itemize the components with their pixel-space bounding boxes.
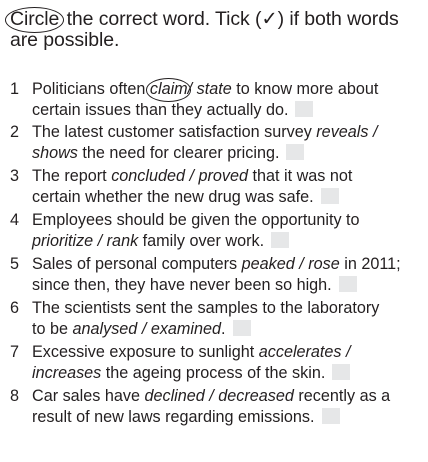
list-item [10,122,422,163]
option[interactable]: examined [150,319,222,338]
list-item [10,166,422,207]
item-line: Sales of personal computers peaked / rose in 2011; [32,255,401,273]
instruction-text [10,9,420,51]
tick-box[interactable] [233,320,251,336]
option[interactable]: decreased [218,387,294,405]
tick-box[interactable] [286,144,304,160]
option[interactable]: analysed [72,319,138,338]
list-item [10,210,422,251]
item-number: 4 [10,211,20,229]
tick-box[interactable] [332,364,350,380]
exercise-list [10,79,422,427]
option[interactable]: declined [144,387,205,405]
option[interactable]: accelerates [258,343,342,361]
item-line: shows the need for clearer pricing. [32,143,422,164]
option[interactable]: peaked [241,255,295,273]
tick-box[interactable] [321,188,339,204]
item-line: Car sales have declined / decreased recently as a [32,387,391,405]
item-number: 3 [10,167,20,185]
option[interactable]: rank [106,231,139,250]
option[interactable]: shows [32,143,78,162]
item-number: 6 [10,299,20,317]
item-line: certain whether the new drug was safe. [32,187,422,208]
item-number: 2 [10,123,20,141]
instruction-line1: the correct word. Tick (✓) if both words [61,8,399,30]
option[interactable]: concluded [111,167,185,185]
item-line: increases the ageing process of the skin. [32,363,422,384]
tick-box[interactable] [271,232,289,248]
item-line: The report concluded / proved that it was not [32,167,353,185]
option[interactable]: rose [308,255,340,273]
option[interactable]: reveals [316,123,369,141]
instruction-line2: are possible. [10,29,120,51]
circle-word: Circle [10,8,60,30]
option-circled[interactable]: claim [149,80,188,98]
item-number: 1 [10,80,20,98]
list-item [10,254,422,295]
item-line: certain issues than they actually do. [32,100,422,121]
item-line: Employees should be given the opportunity to [32,211,360,229]
list-item [10,386,422,427]
item-line: since then, they have never been so high. [32,275,422,296]
tick-box[interactable] [295,101,313,117]
list-item [10,342,422,383]
item-line: result of new laws regarding emissions. [32,407,422,428]
option[interactable]: prioritize [32,231,94,250]
option[interactable]: proved [198,167,248,185]
list-item [10,79,422,120]
tick-box[interactable] [339,276,357,292]
item-line: Politicians often claim/ state to know more about [32,80,379,98]
item-line: The scientists sent the samples to the laboratory [32,299,380,317]
item-line: Excessive exposure to sunlight accelerates / [32,343,351,361]
item-line: to be analysed / examined. [32,319,422,340]
list-item [10,298,422,339]
item-number: 5 [10,255,20,273]
option[interactable]: increases [32,363,102,382]
option[interactable]: state [196,80,232,98]
item-number: 7 [10,343,20,361]
item-number: 8 [10,387,20,405]
item-line: The latest customer satisfaction survey reveals / [32,123,378,141]
item-line: prioritize / rank family over work. [32,231,422,252]
tick-box[interactable] [322,408,340,424]
